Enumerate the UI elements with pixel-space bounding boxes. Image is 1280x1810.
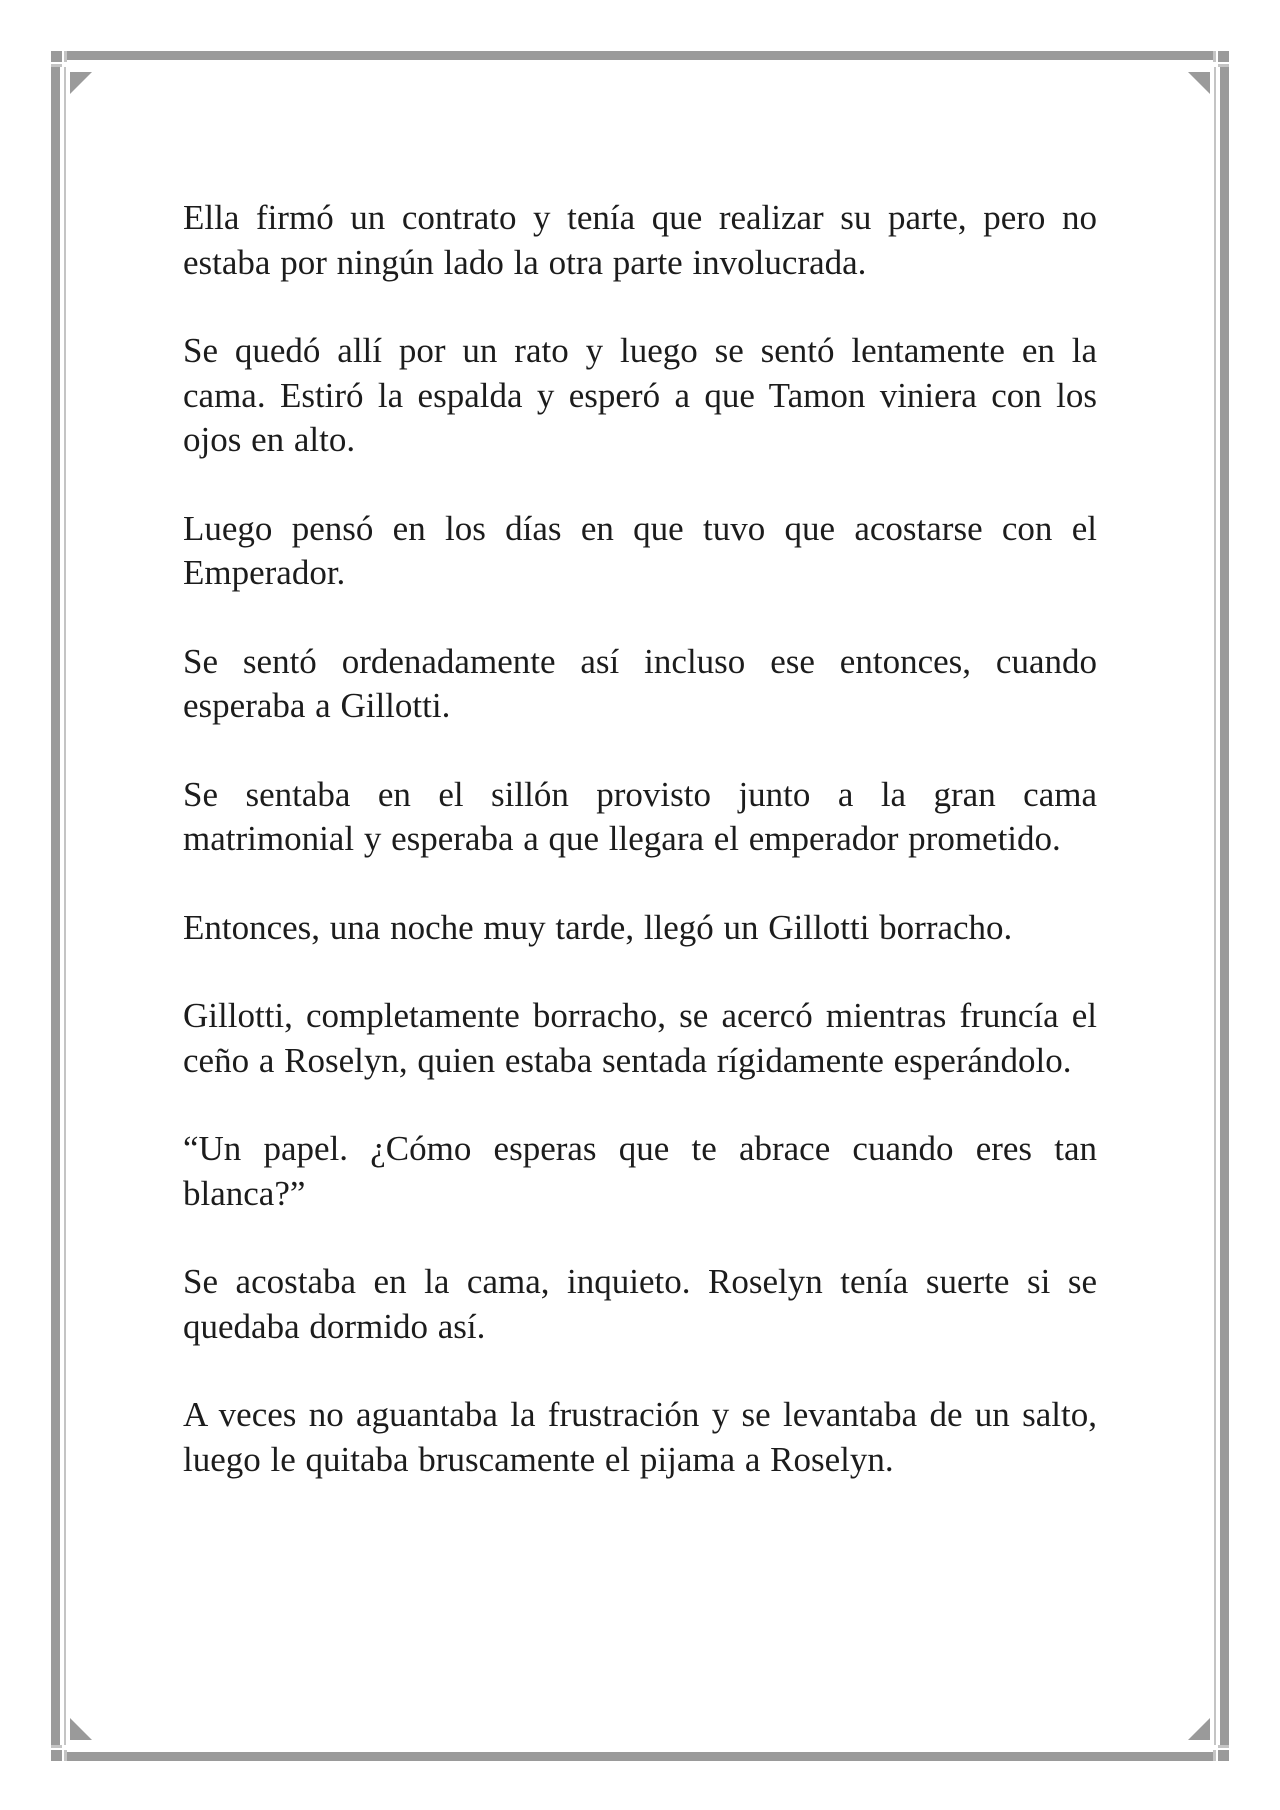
border-left-bar xyxy=(51,67,60,1745)
paragraph-8: “Un papel. ¿Cómo esperas que te abrace cuando eres tan blanca?” xyxy=(183,1129,1097,1213)
paragraph-4: Se sentó ordenadamente así incluso ese entonces, cuando esperaba a Gillotti. xyxy=(183,641,1097,725)
border-inner-right-line xyxy=(1214,67,1216,1745)
paragraph-10: A veces no aguantaba la frustración y se levantaba de un salto, luego le quitaba bruscamente el pijama a Roselyn. xyxy=(183,1395,1097,1479)
page-body-text xyxy=(183,196,1097,1482)
paragraph-1: Ella firmó un contrato y tenía que realizar su parte, pero no estaba por ningún lado la otra parte involucrada. xyxy=(183,198,1097,282)
paragraph-9: Se acostaba en la cama, inquieto. Roselyn tenía suerte si se quedaba dormido así. xyxy=(183,1262,1097,1346)
border-right-bar xyxy=(1220,67,1229,1745)
border-bottom-bar xyxy=(67,1752,1213,1761)
paragraph-5: Se sentaba en el sillón provisto junto a la gran cama matrimonial y esperaba a que llegara el emperador prometido. xyxy=(183,774,1097,858)
paragraph-7: Gillotti, completamente borracho, se acercó mientras fruncía el ceño a Roselyn, quien estaba sentada rígidamente esperándolo. xyxy=(183,996,1097,1080)
border-inner-left-line xyxy=(64,67,66,1745)
paragraph-3: Luego pensó en los días en que tuvo que acostarse con el Emperador. xyxy=(183,508,1097,592)
border-top-bar xyxy=(67,51,1213,60)
paragraph-2: Se quedó allí por un rato y luego se sentó lentamente en la cama. Estiró la espalda y esperó a que Tamon viniera con los ojos en alto. xyxy=(183,331,1097,459)
paragraph-6: Entonces, una noche muy tarde, llegó un Gillotti borracho. xyxy=(183,907,1013,947)
